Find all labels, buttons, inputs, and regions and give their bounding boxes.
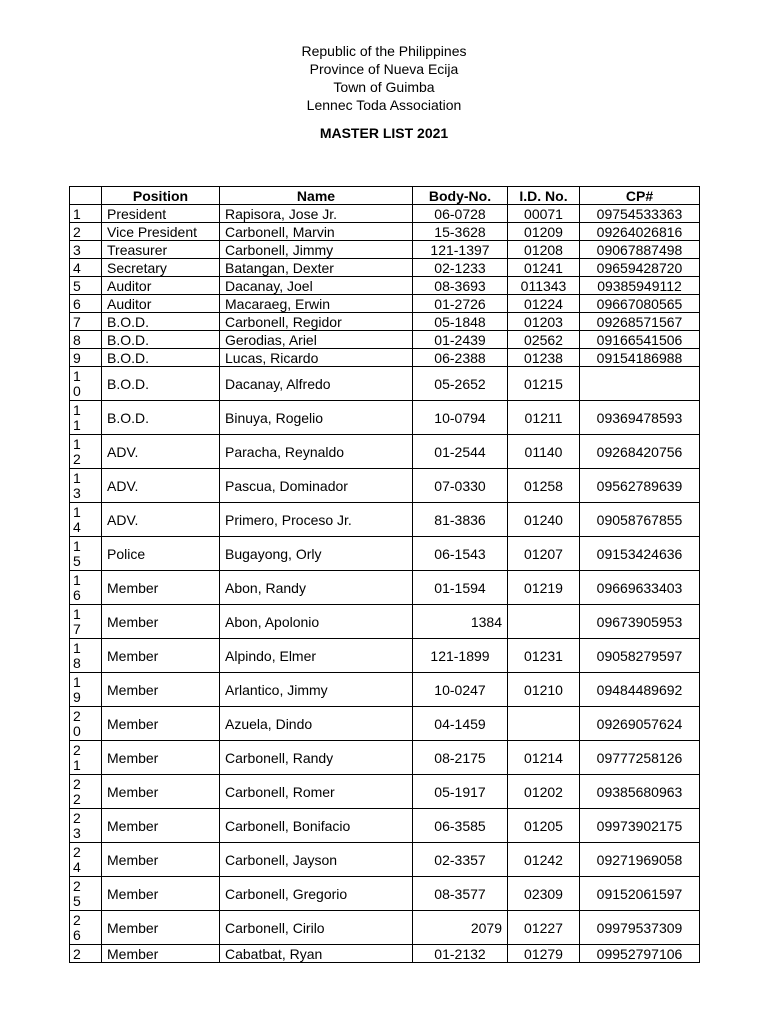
master-list-table <box>69 186 700 963</box>
row-number <box>70 537 102 571</box>
body-no-cell: 08-2175 <box>413 741 508 775</box>
row-number <box>70 639 102 673</box>
row-number-digits: 1 4 <box>73 503 81 535</box>
name-cell: Carbonell, Jimmy <box>220 241 413 259</box>
cp-cell: 09152061597 <box>580 877 700 911</box>
cp-cell: 09777258126 <box>580 741 700 775</box>
position-cell: Member <box>102 877 220 911</box>
position-cell: Member <box>102 775 220 809</box>
id-no-cell: 01205 <box>508 809 580 843</box>
name-cell: Bugayong, Orly <box>220 537 413 571</box>
body-no-cell: 05-1848 <box>413 313 508 331</box>
row-number: 1 <box>70 205 102 223</box>
row-number <box>70 809 102 843</box>
cp-cell: 09058767855 <box>580 503 700 537</box>
table-row <box>70 911 700 945</box>
id-no-cell: 01258 <box>508 469 580 503</box>
row-number-digits: 2 0 <box>73 707 81 739</box>
body-no-cell: 07-0330 <box>413 469 508 503</box>
table-header-row <box>70 187 700 205</box>
name-cell: Carbonell, Gregorio <box>220 877 413 911</box>
id-no-cell: 01219 <box>508 571 580 605</box>
row-number: 7 <box>70 313 102 331</box>
name-cell: Carbonell, Randy <box>220 741 413 775</box>
position-cell: Member <box>102 741 220 775</box>
cp-cell: 09369478593 <box>580 401 700 435</box>
table-row <box>70 349 700 367</box>
table-row <box>70 241 700 259</box>
body-no-cell: 01-2544 <box>413 435 508 469</box>
row-number-digits: 1 3 <box>73 469 81 501</box>
table-row <box>70 205 700 223</box>
id-no-cell: 01279 <box>508 945 580 963</box>
row-number-digits: 2 3 <box>73 809 81 841</box>
table-row <box>70 295 700 313</box>
cp-cell: 09154186988 <box>580 349 700 367</box>
table-row <box>70 945 700 963</box>
body-no-cell: 06-1543 <box>413 537 508 571</box>
name-cell: Azuela, Dindo <box>220 707 413 741</box>
cp-cell: 09973902175 <box>580 809 700 843</box>
header-line-republic: Republic of the Philippines <box>301 43 467 59</box>
name-cell: Carbonell, Regidor <box>220 313 413 331</box>
body-no-cell: 06-2388 <box>413 349 508 367</box>
table-row <box>70 331 700 349</box>
row-number <box>70 673 102 707</box>
document-header <box>0 42 768 142</box>
id-no-cell: 01215 <box>508 367 580 401</box>
row-number <box>70 605 102 639</box>
table-row <box>70 673 700 707</box>
position-cell: Treasurer <box>102 241 220 259</box>
cp-cell: 09385949112 <box>580 277 700 295</box>
cp-cell: 09952797106 <box>580 945 700 963</box>
body-no-cell: 15-3628 <box>413 223 508 241</box>
row-number-digits: 2 6 <box>73 911 81 943</box>
id-no-cell: 00071 <box>508 205 580 223</box>
body-no-cell: 02-3357 <box>413 843 508 877</box>
name-cell: Dacanay, Alfredo <box>220 367 413 401</box>
position-cell: Member <box>102 639 220 673</box>
id-no-cell: 01208 <box>508 241 580 259</box>
name-cell: Carbonell, Marvin <box>220 223 413 241</box>
header-line-province: Province of Nueva Ecija <box>309 61 459 77</box>
table-row <box>70 877 700 911</box>
id-no-cell: 01207 <box>508 537 580 571</box>
body-no-cell: 01-2726 <box>413 295 508 313</box>
table-row <box>70 259 700 277</box>
position-cell: Member <box>102 843 220 877</box>
id-no-cell: 01203 <box>508 313 580 331</box>
cp-cell: 09385680963 <box>580 775 700 809</box>
table-row <box>70 809 700 843</box>
cp-cell: 09979537309 <box>580 911 700 945</box>
table-row <box>70 571 700 605</box>
column-header-id-no: I.D. No. <box>508 187 580 205</box>
row-number <box>70 775 102 809</box>
row-number <box>70 435 102 469</box>
position-cell: B.O.D. <box>102 349 220 367</box>
position-cell: ADV. <box>102 503 220 537</box>
body-no-cell: 81-3836 <box>413 503 508 537</box>
position-cell: ADV. <box>102 435 220 469</box>
body-no-cell: 05-1917 <box>413 775 508 809</box>
cp-cell: 09269057624 <box>580 707 700 741</box>
name-cell: Carbonell, Romer <box>220 775 413 809</box>
body-no-cell: 01-2439 <box>413 331 508 349</box>
table-row <box>70 741 700 775</box>
table-row <box>70 503 700 537</box>
id-no-cell: 02309 <box>508 877 580 911</box>
id-no-cell: 01231 <box>508 639 580 673</box>
row-number-digits: 1 8 <box>73 639 81 671</box>
position-cell: Police <box>102 537 220 571</box>
name-cell: Arlantico, Jimmy <box>220 673 413 707</box>
column-header-name: Name <box>220 187 413 205</box>
row-number-digits: 1 1 <box>73 401 81 433</box>
cp-cell: 09271969058 <box>580 843 700 877</box>
body-no-cell: 08-3577 <box>413 877 508 911</box>
row-number-digits: 2 1 <box>73 741 81 773</box>
body-no-cell: 04-1459 <box>413 707 508 741</box>
row-number-digits: 2 5 <box>73 877 81 909</box>
id-no-cell: 02562 <box>508 331 580 349</box>
row-number-digits: 1 2 <box>73 435 81 467</box>
body-no-cell: 10-0794 <box>413 401 508 435</box>
cp-cell: 09268571567 <box>580 313 700 331</box>
position-cell: Member <box>102 911 220 945</box>
table-row <box>70 639 700 673</box>
row-number: 9 <box>70 349 102 367</box>
id-no-cell: 01210 <box>508 673 580 707</box>
name-cell: Carbonell, Jayson <box>220 843 413 877</box>
position-cell: Member <box>102 707 220 741</box>
position-cell: Member <box>102 571 220 605</box>
body-no-cell: 121-1397 <box>413 241 508 259</box>
row-number-digits: 2 4 <box>73 843 81 875</box>
position-cell: President <box>102 205 220 223</box>
position-cell: Auditor <box>102 277 220 295</box>
name-cell: Abon, Apolonio <box>220 605 413 639</box>
row-number-digits: 1 6 <box>73 571 81 603</box>
body-no-cell: 10-0247 <box>413 673 508 707</box>
id-no-cell: 01224 <box>508 295 580 313</box>
name-cell: Paracha, Reynaldo <box>220 435 413 469</box>
table-row <box>70 367 700 401</box>
row-number-digits: 1 7 <box>73 605 81 637</box>
row-number: 2 <box>70 945 102 963</box>
row-number <box>70 401 102 435</box>
name-cell: Rapisora, Jose Jr. <box>220 205 413 223</box>
column-header-position: Position <box>102 187 220 205</box>
name-cell: Carbonell, Cirilo <box>220 911 413 945</box>
name-cell: Cabatbat, Ryan <box>220 945 413 963</box>
id-no-cell: 01211 <box>508 401 580 435</box>
cp-cell: 09667080565 <box>580 295 700 313</box>
column-header-cp: CP# <box>580 187 700 205</box>
cp-cell: 09264026816 <box>580 223 700 241</box>
row-number-digits: 1 5 <box>73 537 81 569</box>
column-header-body-no: Body-No. <box>413 187 508 205</box>
cp-cell: 09484489692 <box>580 673 700 707</box>
name-cell: Abon, Randy <box>220 571 413 605</box>
id-no-cell: 01214 <box>508 741 580 775</box>
row-number <box>70 741 102 775</box>
row-number <box>70 469 102 503</box>
name-cell: Lucas, Ricardo <box>220 349 413 367</box>
body-no-cell: 1384 <box>413 605 508 639</box>
position-cell: ADV. <box>102 469 220 503</box>
table-row <box>70 775 700 809</box>
row-number <box>70 843 102 877</box>
body-no-cell: 01-1594 <box>413 571 508 605</box>
row-number-digits: 2 2 <box>73 775 81 807</box>
column-header-number <box>70 187 102 205</box>
cp-cell: 09166541506 <box>580 331 700 349</box>
position-cell: B.O.D. <box>102 367 220 401</box>
position-cell: Member <box>102 945 220 963</box>
table-row <box>70 313 700 331</box>
table-body <box>70 205 700 963</box>
position-cell: Member <box>102 605 220 639</box>
row-number: 4 <box>70 259 102 277</box>
row-number <box>70 707 102 741</box>
row-number: 6 <box>70 295 102 313</box>
id-no-cell <box>508 605 580 639</box>
id-no-cell: 01241 <box>508 259 580 277</box>
row-number: 8 <box>70 331 102 349</box>
row-number-digits: 1 9 <box>73 673 81 705</box>
position-cell: B.O.D. <box>102 331 220 349</box>
table-row <box>70 707 700 741</box>
row-number <box>70 503 102 537</box>
row-number: 5 <box>70 277 102 295</box>
table-row <box>70 223 700 241</box>
row-number <box>70 877 102 911</box>
id-no-cell: 01209 <box>508 223 580 241</box>
position-cell: B.O.D. <box>102 401 220 435</box>
body-no-cell: 06-3585 <box>413 809 508 843</box>
cp-cell: 09067887498 <box>580 241 700 259</box>
position-cell: Member <box>102 809 220 843</box>
id-no-cell: 011343 <box>508 277 580 295</box>
position-cell: Secretary <box>102 259 220 277</box>
name-cell: Macaraeg, Erwin <box>220 295 413 313</box>
header-line-town: Town of Guimba <box>333 79 435 95</box>
name-cell: Binuya, Rogelio <box>220 401 413 435</box>
cp-cell: 09562789639 <box>580 469 700 503</box>
body-no-cell: 2079 <box>413 911 508 945</box>
cp-cell <box>580 367 700 401</box>
row-number <box>70 367 102 401</box>
table-row <box>70 843 700 877</box>
cp-cell: 09669633403 <box>580 571 700 605</box>
id-no-cell: 01227 <box>508 911 580 945</box>
id-no-cell: 01202 <box>508 775 580 809</box>
name-cell: Pascua, Dominador <box>220 469 413 503</box>
body-no-cell: 121-1899 <box>413 639 508 673</box>
cp-cell: 09058279597 <box>580 639 700 673</box>
document-title: MASTER LIST 2021 <box>319 125 449 141</box>
row-number: 3 <box>70 241 102 259</box>
name-cell: Dacanay, Joel <box>220 277 413 295</box>
table-row <box>70 277 700 295</box>
name-cell: Alpindo, Elmer <box>220 639 413 673</box>
body-no-cell: 05-2652 <box>413 367 508 401</box>
table-row <box>70 435 700 469</box>
position-cell: Member <box>102 673 220 707</box>
cp-cell: 09673905953 <box>580 605 700 639</box>
body-no-cell: 08-3693 <box>413 277 508 295</box>
table-row <box>70 537 700 571</box>
id-no-cell: 01242 <box>508 843 580 877</box>
row-number-digits: 1 0 <box>73 367 81 399</box>
body-no-cell: 06-0728 <box>413 205 508 223</box>
position-cell: B.O.D. <box>102 313 220 331</box>
name-cell: Carbonell, Bonifacio <box>220 809 413 843</box>
id-no-cell <box>508 707 580 741</box>
table-row <box>70 605 700 639</box>
id-no-cell: 01140 <box>508 435 580 469</box>
body-no-cell: 02-1233 <box>413 259 508 277</box>
row-number: 2 <box>70 223 102 241</box>
cp-cell: 09153424636 <box>580 537 700 571</box>
cp-cell: 09268420756 <box>580 435 700 469</box>
cp-cell: 09659428720 <box>580 259 700 277</box>
position-cell: Vice President <box>102 223 220 241</box>
id-no-cell: 01240 <box>508 503 580 537</box>
id-no-cell: 01238 <box>508 349 580 367</box>
header-line-association: Lennec Toda Association <box>306 97 462 113</box>
table-row <box>70 469 700 503</box>
position-cell: Auditor <box>102 295 220 313</box>
cp-cell: 09754533363 <box>580 205 700 223</box>
name-cell: Gerodias, Ariel <box>220 331 413 349</box>
row-number <box>70 911 102 945</box>
row-number <box>70 571 102 605</box>
table-row <box>70 401 700 435</box>
body-no-cell: 01-2132 <box>413 945 508 963</box>
name-cell: Batangan, Dexter <box>220 259 413 277</box>
name-cell: Primero, Proceso Jr. <box>220 503 413 537</box>
